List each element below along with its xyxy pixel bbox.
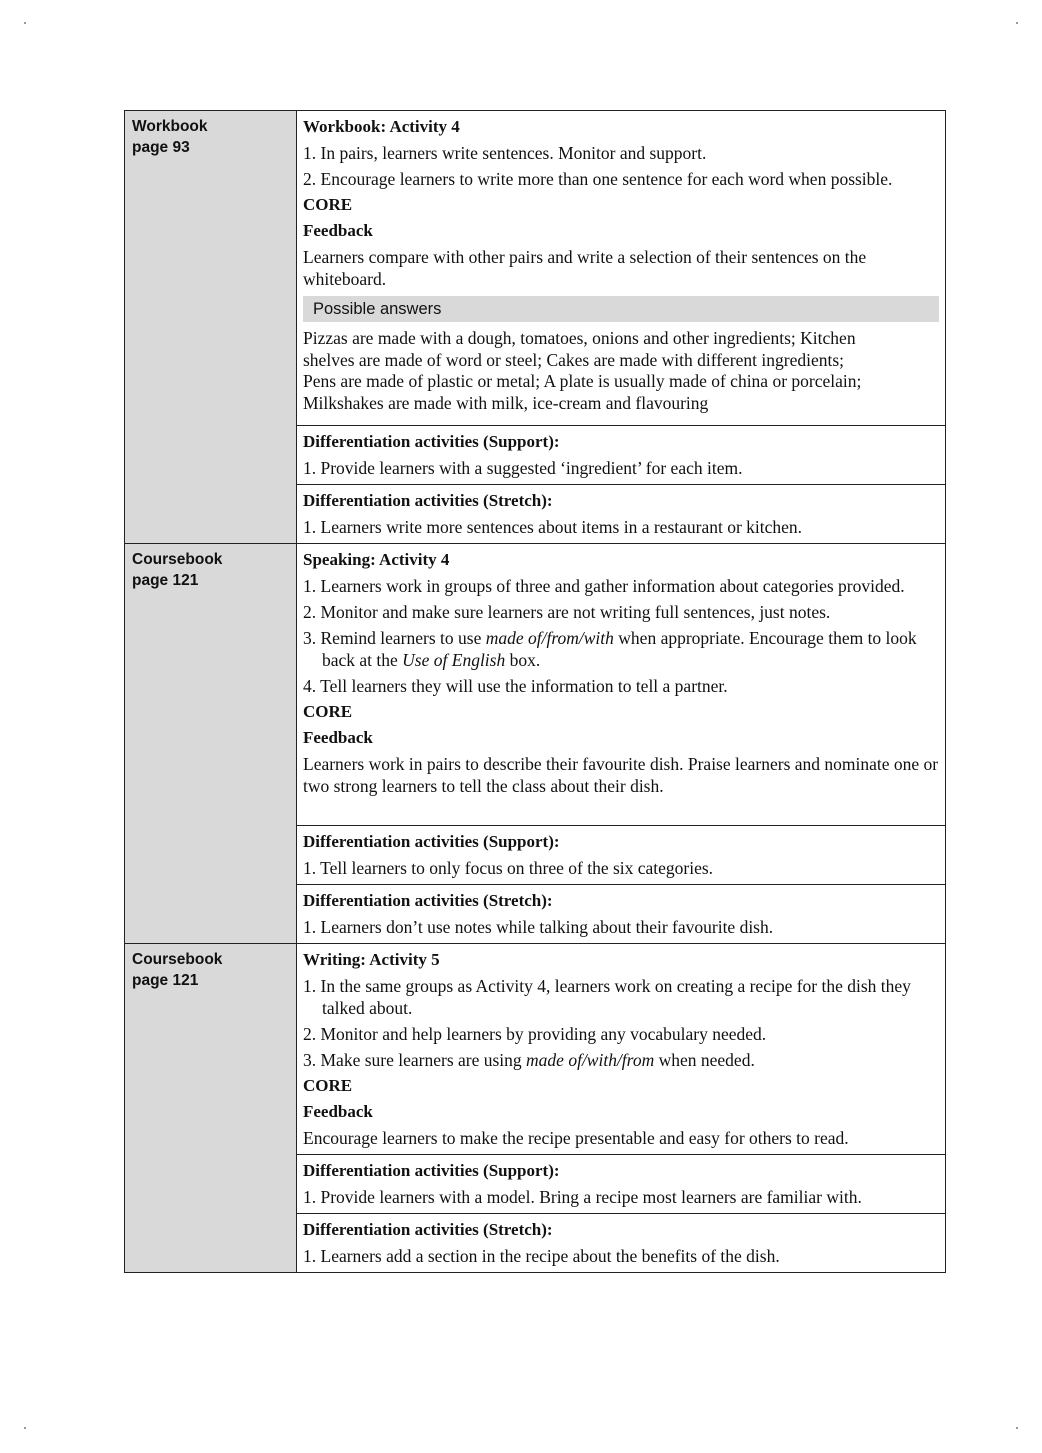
core-label: CORE <box>303 195 353 214</box>
reference-cell <box>125 944 297 1273</box>
support-cell <box>297 826 946 885</box>
list-item: 4. Tell learners they will use the information to tell a partner. <box>303 676 728 696</box>
feedback-text: Learners compare with other pairs and write a selection of their sentences on the whiteboard. <box>303 247 867 289</box>
reference-book: Coursebook <box>132 951 223 968</box>
activity-cell <box>297 544 946 826</box>
core-label: CORE <box>303 702 353 721</box>
possible-answers-text <box>303 328 939 414</box>
reference-cell <box>125 111 297 544</box>
text-run-italic: made of/with/from <box>526 1050 655 1070</box>
list-item: 1. In pairs, learners write sentences. Monitor and support. <box>303 143 707 163</box>
possible-answers-heading: Possible answers <box>303 296 939 322</box>
support-cell <box>297 1155 946 1214</box>
text-run: when appropriate. Encourage them to look back at the <box>322 628 917 670</box>
activity-cell <box>297 944 946 1155</box>
support-cell <box>297 426 946 485</box>
feedback-heading: Feedback <box>303 728 373 747</box>
reference-cell <box>125 544 297 944</box>
list-item: 2. Monitor and make sure learners are not writing full sentences, just notes. <box>303 602 831 622</box>
crop-mark <box>1016 1427 1018 1429</box>
crop-mark <box>1016 22 1018 24</box>
crop-mark <box>24 22 26 24</box>
list-item: 1. In the same groups as Activity 4, learners work on creating a recipe for the dish they talked about. <box>303 976 911 1018</box>
answer-line: Pens are made of plastic or metal; A plate is usually made of china or porcelain; <box>303 371 862 391</box>
reference-page: page 121 <box>132 572 199 589</box>
stretch-heading: Differentiation activities (Stretch): <box>303 1220 553 1239</box>
lesson-plan-table <box>124 110 946 1273</box>
text-run: 3. Remind learners to use <box>303 628 486 648</box>
stretch-text: 1. Learners add a section in the recipe about the benefits of the dish. <box>303 1246 780 1266</box>
text-run: when needed. <box>654 1050 755 1070</box>
activity-title: Workbook: Activity 4 <box>303 117 460 136</box>
support-heading: Differentiation activities (Support): <box>303 432 560 451</box>
stretch-heading: Differentiation activities (Stretch): <box>303 891 553 910</box>
support-heading: Differentiation activities (Support): <box>303 832 560 851</box>
reference-page: page 93 <box>132 139 190 156</box>
answer-line: shelves are made of word or steel; Cakes are made with different ingredients; <box>303 349 845 370</box>
text-run: 3. Make sure learners are using <box>303 1050 527 1070</box>
feedback-text: Learners work in pairs to describe their favourite dish. Praise learners and nominate one or two strong learners to tell the class about their dish. <box>303 754 939 796</box>
activity-cell <box>297 111 946 426</box>
core-label: CORE <box>303 1076 353 1095</box>
answer-line: Pizzas are made with a dough, tomatoes, onions and other ingredients; Kitchen <box>303 328 856 348</box>
stretch-cell <box>297 885 946 944</box>
feedback-heading: Feedback <box>303 221 373 240</box>
support-text: 1. Provide learners with a model. Bring a recipe most learners are familiar with. <box>303 1187 862 1207</box>
support-heading: Differentiation activities (Support): <box>303 1161 560 1180</box>
list-item <box>303 627 939 671</box>
feedback-heading: Feedback <box>303 1102 373 1121</box>
crop-mark <box>24 1427 26 1429</box>
text-run: box. <box>505 650 541 670</box>
table-row <box>125 944 946 1155</box>
reference-book: Coursebook <box>132 551 223 568</box>
list-item: 2. Encourage learners to write more than one sentence for each word when possible. <box>303 169 893 189</box>
feedback-text: Encourage learners to make the recipe presentable and easy for others to read. <box>303 1128 849 1148</box>
table-row <box>125 111 946 426</box>
support-text: 1. Provide learners with a suggested ‘ingredient’ for each item. <box>303 458 743 478</box>
support-text: 1. Tell learners to only focus on three of the six categories. <box>303 858 714 878</box>
stretch-text: 1. Learners write more sentences about items in a restaurant or kitchen. <box>303 517 803 537</box>
activity-title: Writing: Activity 5 <box>303 950 440 969</box>
text-run-italic: Use of English <box>402 650 506 670</box>
answer-line: Milkshakes are made with milk, ice-cream and flavouring <box>303 392 709 413</box>
activity-title: Speaking: Activity 4 <box>303 550 450 569</box>
reference-book: Workbook <box>132 118 208 135</box>
stretch-text: 1. Learners don’t use notes while talking about their favourite dish. <box>303 917 774 937</box>
reference-page: page 121 <box>132 972 199 989</box>
list-item <box>303 1049 939 1071</box>
list-item: 2. Monitor and help learners by providing any vocabulary needed. <box>303 1024 767 1044</box>
stretch-cell <box>297 485 946 544</box>
stretch-cell <box>297 1214 946 1273</box>
text-run-italic: made of/from/with <box>485 628 614 648</box>
table-row <box>125 544 946 826</box>
list-item: 1. Learners work in groups of three and gather information about categories provided. <box>303 576 905 596</box>
stretch-heading: Differentiation activities (Stretch): <box>303 491 553 510</box>
